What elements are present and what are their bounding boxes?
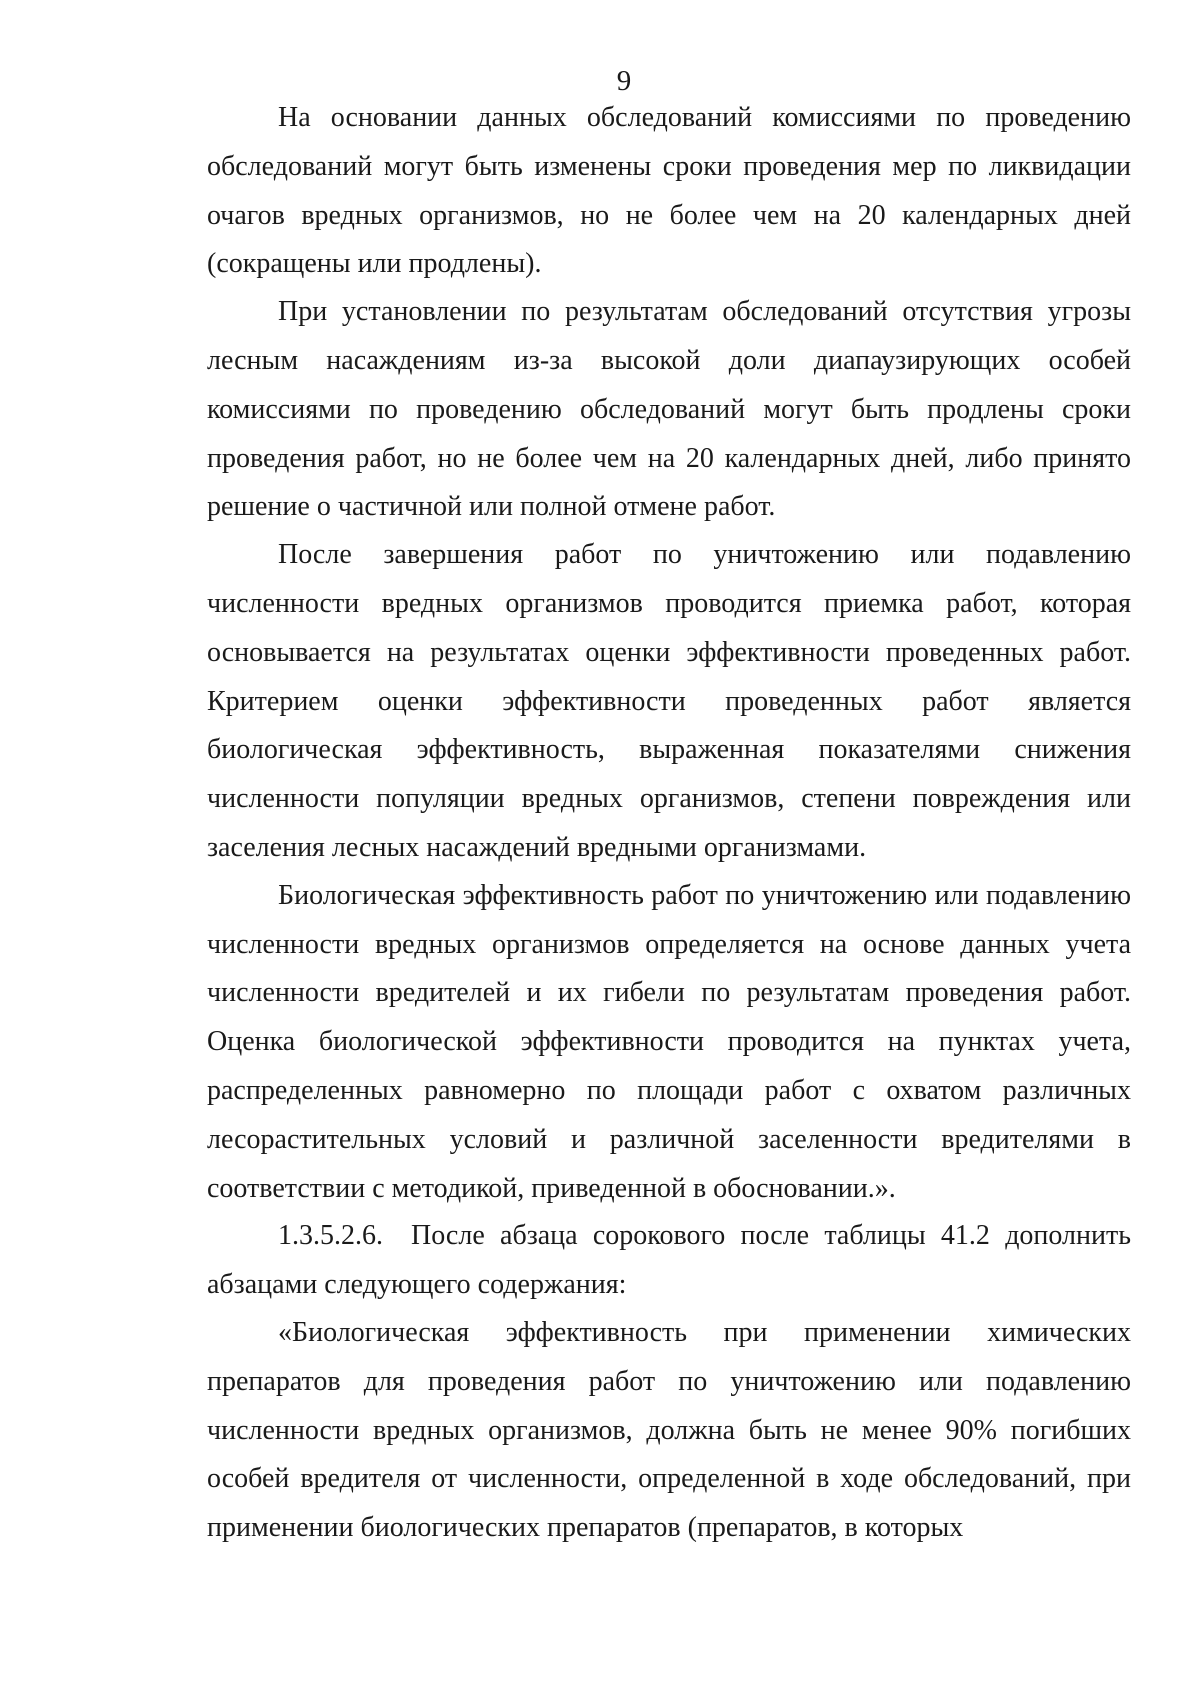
paragraph: При установлении по результатам обследований отсутствия угрозы лесным насаждениям из-за высокой доли диапаузирующих особей комиссиями по проведению обследований могут быть продлены сроки проведения работ, но не более чем на 20 календарных дней, либо принято решение о частичной или полной отмене работ.: [207, 296, 1131, 523]
paragraph: Биологическая эффективность работ по уничтожению или подавлению численности вредных организмов определяется на основе данных учета численности вредителей и их гибели по результатам проведения работ. Оценка биологической эффективности проводится на пунктах учета, распределенных равномерно по площади работ с охватом различных лесорастительных условий и различной заселенности вредителями в соответствии с методикой, приведенной в обосновании.».: [207, 879, 1131, 1204]
clause-text: После абзаца сорокового после таблицы 41.2 дополнить абзацами следующего содержания:: [207, 1220, 1131, 1301]
document-body: [207, 94, 1131, 1553]
paragraph: «Биологическая эффективность при применении химических препаратов для проведения работ по уничтожению или подавлению численности вредных организмов, должна быть не менее 90% погибших особей вредителя от численности, определенной в ходе обследований, при применении биологических препаратов (препаратов, в которых: [207, 1316, 1131, 1544]
paragraph: На основании данных обследований комиссиями по проведению обследований могут быть изменены сроки проведения мер по ликвидации очагов вредных организмов, но не более чем на 20 календарных дней (сокращены или продлены).: [207, 102, 1131, 280]
paragraph: После завершения работ по уничтожению или подавлению численности вредных организмов проводится приемка работ, которая основывается на результатах оценки эффективности проведенных работ. Критерием оценки эффективности проведенных работ является биологическая эффективность, выраженная показателями снижения численности популяции вредных организмов, степени повреждения или заселения лесных насаждений вредными организмами.: [207, 539, 1131, 863]
clause-number: 1.3.5.2.6.: [278, 1220, 383, 1252]
numbered-paragraph: [207, 1212, 1131, 1310]
page-number: 9: [616, 65, 632, 97]
